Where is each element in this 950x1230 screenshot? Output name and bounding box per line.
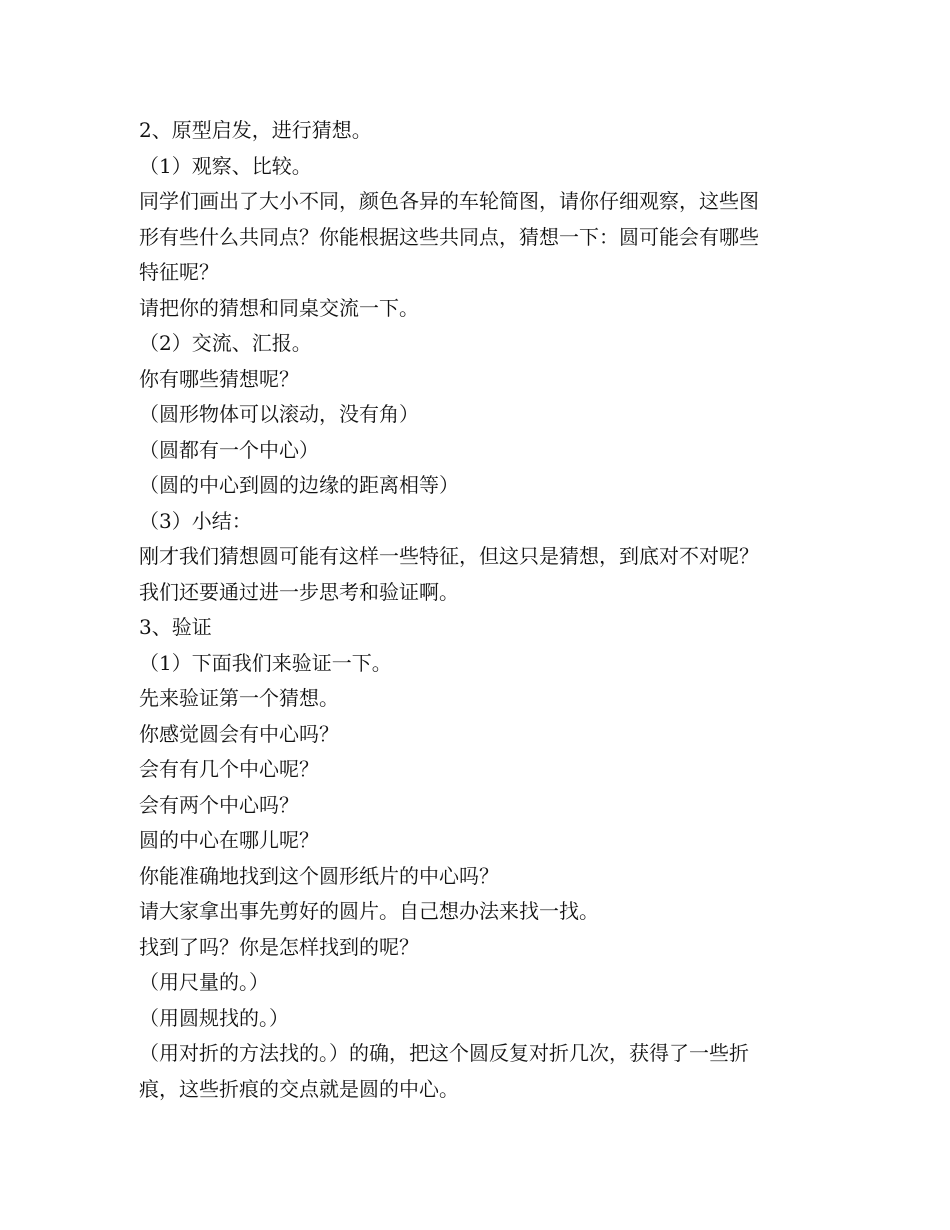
paragraph-line: 痕，这些折痕的交点就是圆的中心。	[139, 1076, 459, 1101]
answer-line: （用圆规找的。）	[139, 1005, 289, 1030]
paragraph-line: 特征呢？	[139, 260, 219, 284]
question-line: 你感觉圆会有中心吗？	[139, 721, 339, 746]
answer-line: （圆的中心到圆的边缘的距离相等）	[139, 473, 459, 497]
paragraph-line: 你有哪些猜想呢？	[139, 366, 299, 391]
answer-line: （用尺量的。）	[139, 970, 269, 994]
section-heading-verify: 3、验证	[139, 615, 212, 639]
paragraph-line: 先来验证第一个猜想。	[139, 686, 339, 710]
section-heading-prototype: 2、原型启发，进行猜想。	[139, 118, 372, 142]
subheading-observe-compare: （1）观察、比较。	[139, 153, 312, 178]
paragraph-line: 同学们画出了大小不同，颜色各异的车轮简图，请你仔细观察，这些图	[139, 189, 759, 213]
paragraph-line: 我们还要通过进一步思考和验证啊。	[139, 579, 459, 604]
answer-line: （圆都有一个中心）	[139, 437, 319, 462]
paragraph-line: 请大家拿出事先剪好的圆片。自己想办法来找一找。	[139, 899, 599, 923]
document-body	[139, 113, 829, 1107]
question-line: 会有两个中心吗？	[139, 792, 299, 817]
subheading-summary: （3）小结：	[139, 508, 252, 533]
answer-line: （圆形物体可以滚动，没有角）	[139, 402, 419, 426]
paragraph-line: 刚才我们猜想圆可能有这样一些特征，但这只是猜想，到底对不对呢？	[139, 544, 759, 568]
question-line: 找到了吗？你是怎样找到的呢？	[139, 934, 419, 959]
subheading-exchange-report: （2）交流、汇报。	[139, 331, 312, 355]
question-line: 会有有几个中心呢？	[139, 757, 319, 781]
paragraph-line: 请把你的猜想和同桌交流一下。	[139, 295, 419, 320]
paragraph-line: （用对折的方法找的。）的确，把这个圆反复对折几次，获得了一些折	[139, 1041, 749, 1065]
paragraph-line: 形有些什么共同点？你能根据这些共同点，猜想一下：圆可能会有哪些	[139, 224, 759, 249]
subheading-verify-below: （1）下面我们来验证一下。	[139, 650, 392, 675]
question-line: 圆的中心在哪儿呢？	[139, 828, 319, 852]
question-line: 你能准确地找到这个圆形纸片的中心吗？	[139, 863, 499, 888]
